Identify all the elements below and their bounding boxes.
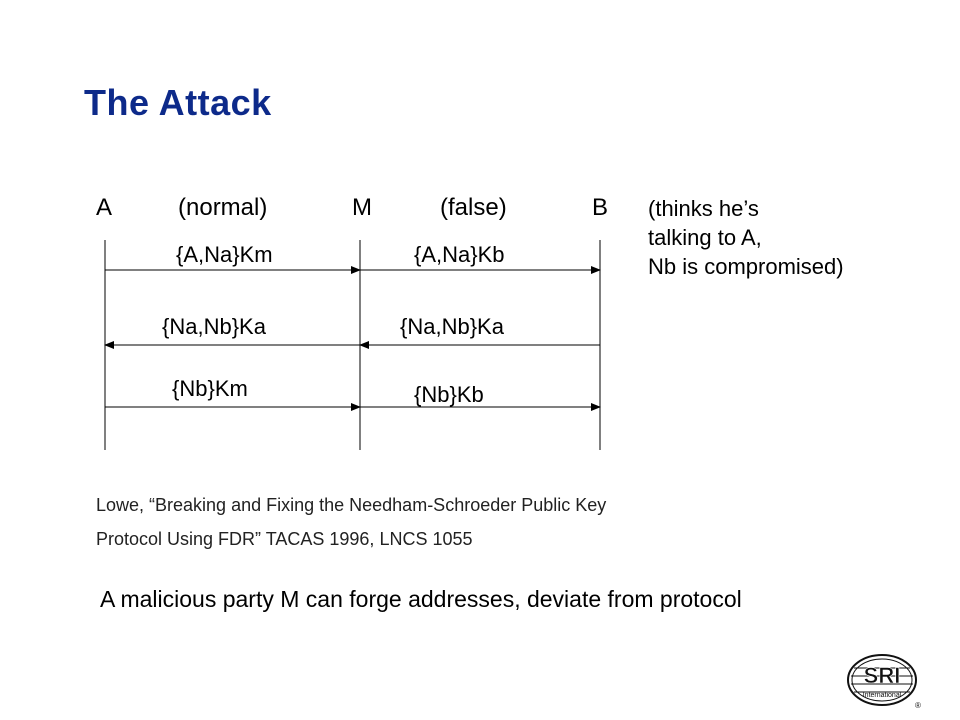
message-6-label: {Nb}Kb [414, 382, 484, 407]
participant-b-label: B [592, 194, 609, 221]
citation [96, 488, 606, 556]
message-3-label: {Na,Nb}Ka [162, 314, 266, 339]
participant-a-label: A [96, 194, 113, 221]
message-1-label: {A,Na}Km [176, 242, 273, 267]
message-4-label: {Na,Nb}Ka [400, 314, 504, 339]
role-label-false: (false) [440, 194, 507, 221]
message-2-label: {A,Na}Kb [414, 242, 505, 267]
logo-registered-mark: ® [915, 701, 921, 710]
b-note-line-1: (thinks he’s [648, 196, 759, 221]
logo-text: SRI [863, 663, 901, 688]
citation-line-2: Protocol Using FDR” TACAS 1996, LNCS 1055 [96, 529, 473, 549]
citation-line-1: Lowe, “Breaking and Fixing the Needham-Schroeder Public Key [96, 495, 607, 515]
slide-title: The Attack [84, 82, 272, 123]
message-5-label: {Nb}Km [172, 376, 248, 401]
role-label-normal: (normal) [178, 194, 268, 221]
b-note-line-3: Nb is compromised) [648, 254, 844, 279]
logo-subtext: International [862, 692, 902, 699]
participant-m-label: M [352, 194, 372, 221]
sri-logo [844, 652, 924, 712]
summary-text: A malicious party M can forge addresses, deviate from protocol [100, 586, 742, 612]
b-note-line-2: talking to A, [648, 225, 762, 250]
